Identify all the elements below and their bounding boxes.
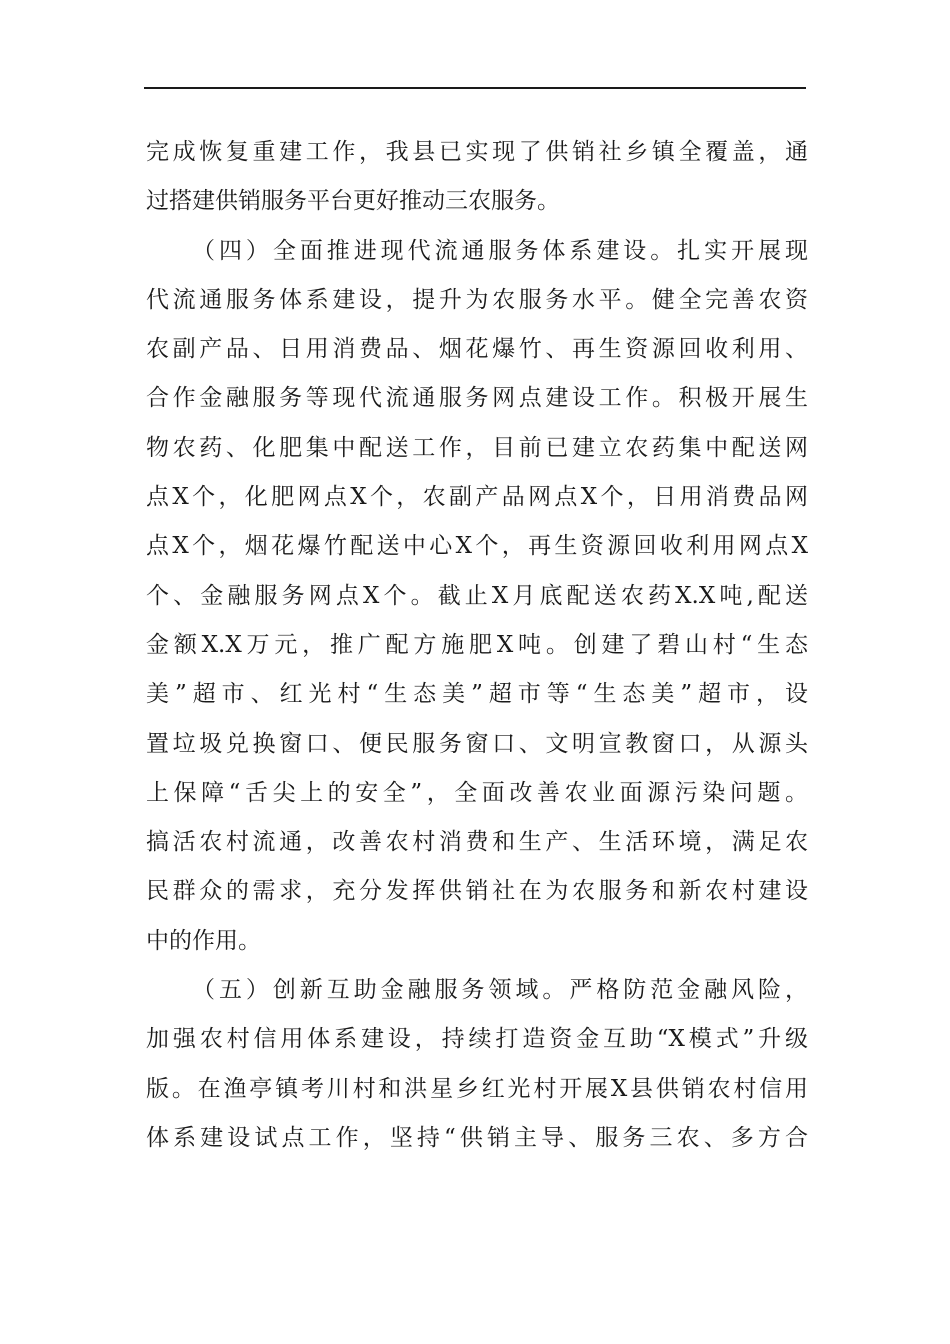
text-line: 合作金融服务等现代流通服务网点建设工作。积极开展生: [146, 385, 808, 412]
text-line: 美”超市、红光村“生态美”超市等“生态美”超市，设: [146, 681, 808, 708]
text-line: 体系建设试点工作，坚持“供销主导、服务三农、多方合: [146, 1124, 808, 1151]
text-line: 搞活农村流通，改善农村消费和生产、生活环境，满足农: [146, 829, 808, 856]
text-line: 加强农村信用体系建设，持续打造资金互助“X模式”升级: [146, 1026, 809, 1053]
section-heading-line: （四）全面推进现代流通服务体系建设。扎实开展现: [192, 237, 808, 264]
text-line: 个、金融服务网点X个。截止X月底配送农药X.X吨,配送: [146, 582, 808, 609]
text-line: 点X个，烟花爆竹配送中心X个，再生资源回收利用网点X: [146, 533, 808, 560]
text-line: 点X个，化肥网点X个，农副产品网点X个，日用消费品网: [146, 484, 808, 511]
text-line: 完成恢复重建工作，我县已实现了供销社乡镇全覆盖，通: [146, 139, 808, 165]
document-body: [146, 128, 808, 1163]
text-line: 代流通服务体系建设，提升为农服务水平。健全完善农资: [146, 286, 808, 313]
text-line: 上保障“舌尖上的安全”，全面改善农业面源污染问题。: [146, 779, 808, 806]
text-line: 金额X.X万元，推广配方施肥X吨。创建了碧山村“生态: [146, 631, 808, 658]
text-line: 版。在渔亭镇考川村和洪星乡红光村开展X县供销农村信用: [146, 1075, 808, 1102]
text-line: 过搭建供销服务平台更好推动三农服务。: [146, 188, 560, 215]
section-heading-line: （五）创新互助金融服务领域。严格防范金融风险，: [192, 977, 808, 1004]
text-line: 置垃圾兑换窗口、便民服务窗口、文明宣教窗口，从源头: [146, 730, 808, 757]
text-line: 中的作用。: [146, 927, 261, 954]
text-line: 物农药、化肥集中配送工作，目前已建立农药集中配送网: [146, 434, 808, 461]
text-line: 农副产品、日用消费品、烟花爆竹、再生资源回收利用、: [146, 336, 808, 363]
text-line: 民群众的需求，充分发挥供销社在为农服务和新农村建设: [146, 878, 808, 905]
header-rule: [144, 87, 806, 89]
